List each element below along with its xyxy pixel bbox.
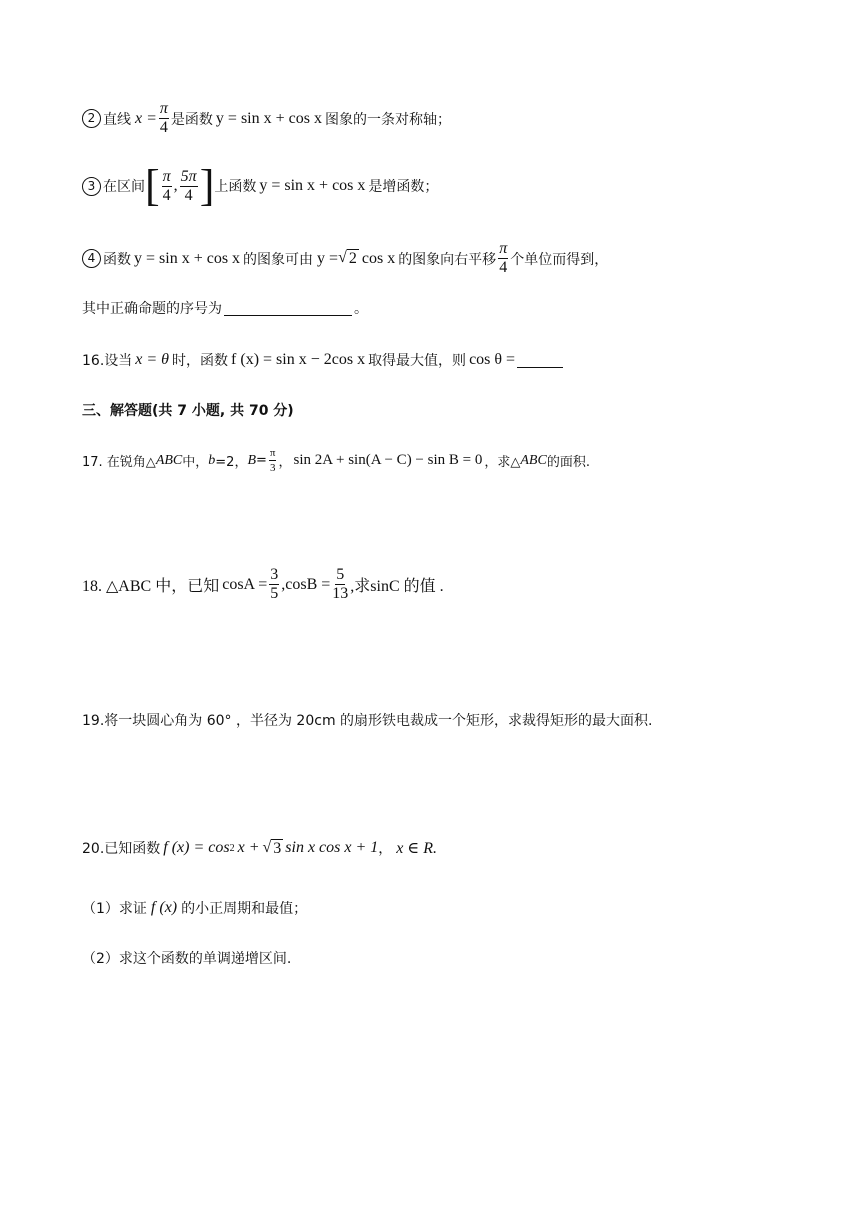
circled-number: 2 bbox=[82, 109, 101, 128]
math: y = sin x + cos x bbox=[134, 249, 241, 267]
text: =2， bbox=[215, 455, 248, 470]
math: ABC bbox=[155, 452, 183, 468]
circled-number: 3 bbox=[82, 177, 101, 196]
math: x + bbox=[237, 839, 260, 856]
text: 17. 在锐角△ bbox=[82, 455, 156, 470]
question-20 bbox=[82, 838, 437, 858]
fraction bbox=[498, 240, 508, 277]
fraction bbox=[159, 100, 169, 137]
fraction bbox=[332, 566, 348, 603]
answer-blank[interactable] bbox=[224, 301, 352, 316]
section-title: 三、解答题(共 7 小题, 共 70 分) bbox=[82, 403, 294, 419]
text: 的图象可由 bbox=[243, 251, 314, 268]
text: 在区间 bbox=[103, 179, 145, 195]
numerator: π bbox=[162, 167, 171, 185]
denominator: 13 bbox=[332, 585, 349, 602]
denominator: 4 bbox=[159, 119, 168, 136]
math: y = sin x + cos x bbox=[259, 177, 366, 194]
fraction bbox=[180, 168, 198, 205]
radicand: 3 bbox=[273, 839, 282, 857]
radicand: 2 bbox=[348, 250, 357, 267]
right-bracket: ] bbox=[199, 161, 215, 210]
square-root: √ 2 bbox=[338, 249, 357, 267]
text: 直线 bbox=[103, 111, 131, 128]
math: x ∈ R. bbox=[396, 840, 437, 857]
math: f (x) = cos bbox=[163, 839, 230, 856]
math: cosA = bbox=[222, 575, 268, 593]
text: 的面积. bbox=[546, 455, 590, 470]
question-18 bbox=[82, 566, 444, 603]
text: 个单位而得到， bbox=[510, 251, 609, 268]
math: B bbox=[247, 452, 257, 468]
denominator: 4 bbox=[499, 259, 508, 276]
text: （1）求证 bbox=[82, 901, 147, 917]
denominator: 5 bbox=[270, 585, 279, 602]
text: = bbox=[256, 453, 267, 468]
answer-prompt bbox=[82, 298, 368, 318]
math: y = sin x + cos x bbox=[215, 109, 322, 127]
text: 函数 bbox=[103, 251, 131, 268]
denominator: 4 bbox=[162, 186, 171, 204]
comma: , bbox=[173, 177, 178, 194]
text: 其中正确命题的序号为 bbox=[82, 301, 222, 317]
math: sin 2A + sin(A − C) − sin B = 0 bbox=[293, 452, 483, 468]
text: 中， bbox=[182, 455, 209, 470]
math: f (x) bbox=[150, 899, 178, 916]
denominator: 4 bbox=[184, 186, 193, 204]
math: f (x) = sin x − 2cos x bbox=[231, 351, 366, 368]
proposition-3 bbox=[82, 161, 439, 210]
question-17 bbox=[82, 446, 590, 475]
question-20-part-2 bbox=[82, 948, 291, 968]
text: 。 bbox=[354, 301, 368, 317]
text: 时，函数 bbox=[172, 353, 229, 369]
superscript: 2 bbox=[229, 842, 235, 854]
text: 20.已知函数 bbox=[82, 841, 161, 857]
question-20-part-1 bbox=[82, 898, 307, 918]
math: ABC bbox=[520, 452, 547, 468]
text: ，求△ bbox=[484, 455, 521, 470]
math: ,cosB = bbox=[281, 575, 331, 593]
fraction bbox=[269, 566, 279, 603]
text: 上函数 bbox=[214, 179, 257, 195]
text: 19.将一块圆心角为 60° ，半径为 20cm 的扇形铁电裁成一个矩形，求裁得矩形的最大面积. bbox=[82, 713, 653, 729]
math: y = bbox=[317, 249, 339, 267]
text: ,求sinC 的值 . bbox=[350, 578, 444, 595]
text: 图象的一条对称轴； bbox=[324, 111, 451, 128]
math: cos x bbox=[361, 249, 396, 267]
text: ， bbox=[278, 455, 292, 470]
text: 是增函数； bbox=[368, 179, 439, 195]
section-heading bbox=[82, 400, 294, 420]
fraction bbox=[269, 446, 277, 475]
math: b bbox=[208, 452, 216, 468]
proposition-4 bbox=[82, 240, 608, 277]
fraction bbox=[162, 168, 172, 205]
answer-blank[interactable] bbox=[517, 353, 563, 368]
numerator: π bbox=[499, 240, 508, 257]
text: 16.设当 bbox=[82, 353, 133, 369]
math: x = θ bbox=[135, 351, 170, 368]
numerator: π bbox=[159, 100, 168, 117]
math: cos θ = bbox=[469, 351, 516, 368]
proposition-2 bbox=[82, 100, 451, 137]
math: sin x cos x + 1 bbox=[285, 839, 379, 856]
text: 18. △ABC 中，已知 bbox=[82, 578, 220, 595]
circled-number: 4 bbox=[82, 249, 101, 268]
text: 取得最大值，则 bbox=[368, 353, 467, 369]
square-root: √ 3 bbox=[262, 838, 282, 857]
numerator: 5 bbox=[336, 566, 345, 583]
text: 的图象向右平移 bbox=[398, 251, 497, 268]
text: 的小正周期和最值； bbox=[181, 901, 308, 917]
numerator: 5π bbox=[180, 167, 197, 185]
question-16 bbox=[82, 350, 563, 370]
numerator: 3 bbox=[270, 566, 279, 583]
text: ， bbox=[378, 841, 393, 857]
numerator: π bbox=[269, 447, 276, 459]
text: （2）求这个函数的单调递增区间. bbox=[82, 951, 292, 967]
math: x = bbox=[135, 109, 157, 127]
question-19 bbox=[82, 710, 652, 730]
denominator: 3 bbox=[269, 462, 276, 474]
left-bracket: [ bbox=[145, 161, 160, 210]
text: 是函数 bbox=[170, 111, 213, 128]
